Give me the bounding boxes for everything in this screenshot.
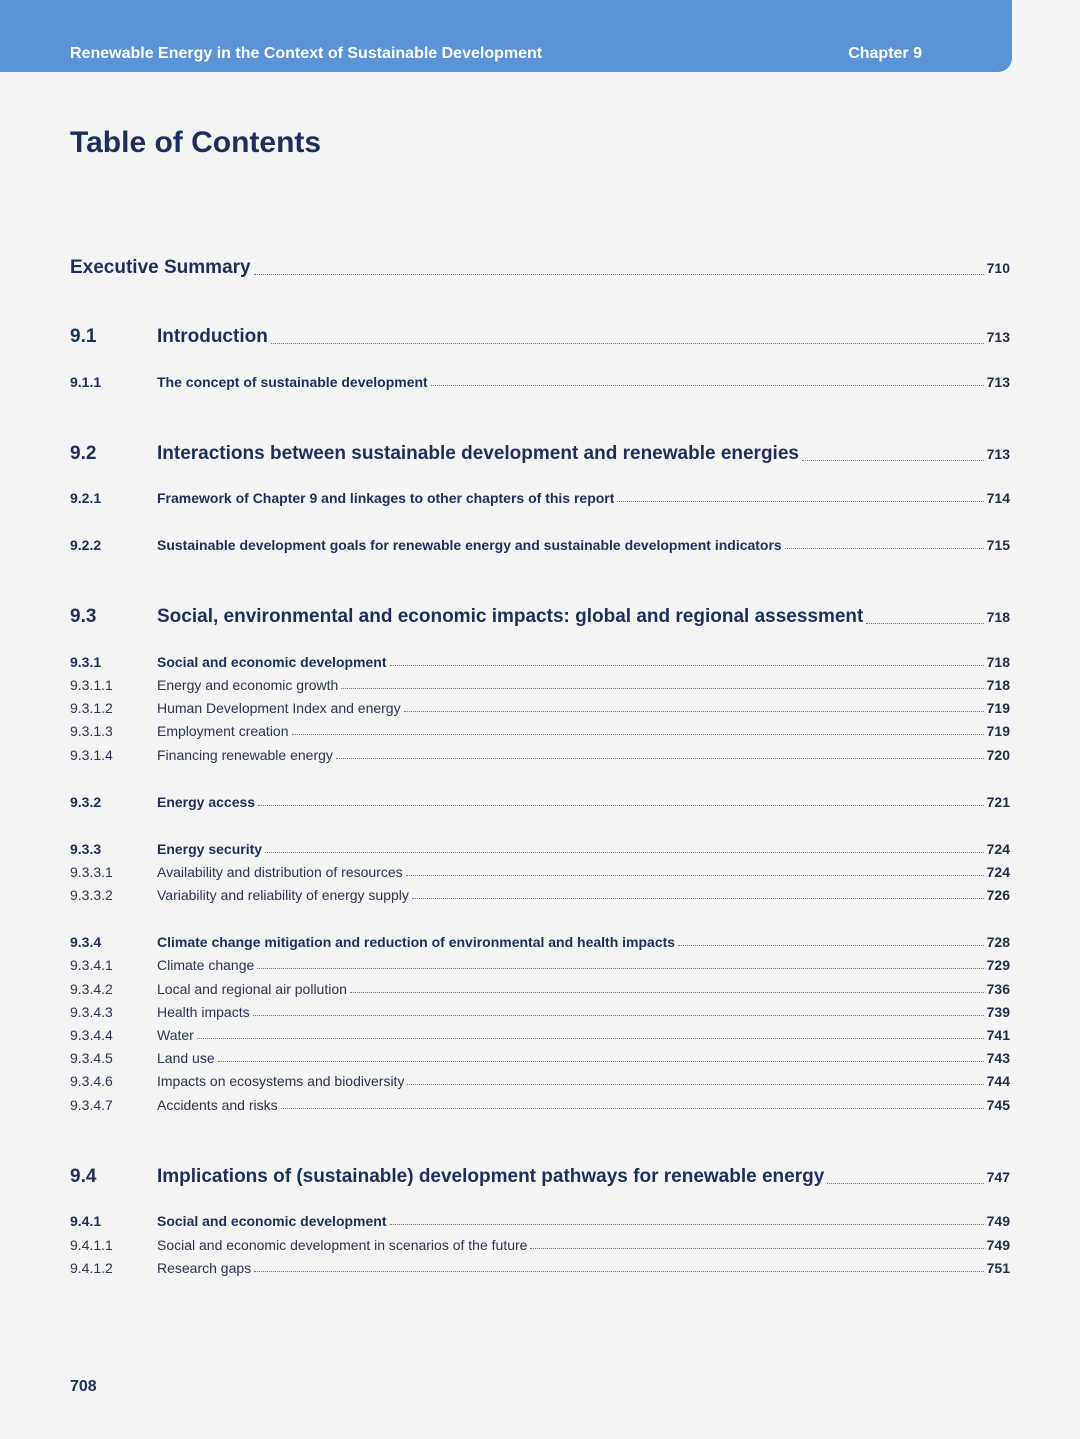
toc-entry — [70, 374, 1010, 390]
toc-entry-page: 739 — [986, 1004, 1010, 1020]
toc-entry — [70, 257, 1010, 279]
toc-entry-page: 719 — [986, 723, 1010, 739]
toc-entry — [70, 841, 1010, 857]
dot-leader — [257, 967, 983, 969]
dot-leader — [678, 944, 984, 946]
dot-leader — [292, 733, 984, 735]
toc-entry-page: 749 — [986, 1237, 1010, 1253]
toc-entry-page: 710 — [986, 260, 1010, 276]
toc-entry-number: 9.4 — [70, 1166, 97, 1187]
dot-leader — [785, 547, 984, 549]
dot-leader — [412, 897, 984, 899]
toc-entry-page: 713 — [986, 446, 1010, 462]
toc-entry-number: 9.4.1.2 — [70, 1260, 113, 1276]
dot-leader — [254, 1270, 983, 1272]
toc-entry-page: 724 — [986, 864, 1010, 880]
toc-entry — [70, 1073, 1010, 1089]
toc-entry-number: 9.3.4 — [70, 934, 102, 950]
dot-leader — [530, 1247, 983, 1249]
toc-entry-title: Financing renewable energy — [157, 747, 333, 763]
toc-entry — [70, 490, 1010, 506]
toc-entry — [70, 1050, 1010, 1066]
toc-entry-number: 9.1.1 — [70, 374, 102, 390]
page-title: Table of Contents — [70, 126, 322, 159]
dot-leader — [271, 342, 984, 344]
toc-entry-title: Energy and economic growth — [157, 677, 339, 693]
toc-entry-title: Climate change — [157, 957, 255, 973]
toc-entry-page: 741 — [986, 1027, 1010, 1043]
toc-entry — [70, 864, 1010, 880]
toc-entry-page: 713 — [986, 374, 1010, 390]
toc-entry-page: 745 — [986, 1097, 1010, 1113]
toc-entry-title: Local and regional air pollution — [157, 981, 347, 997]
dot-leader — [406, 874, 984, 876]
toc-entry — [70, 326, 1010, 348]
toc-entry-number: 9.3.2 — [70, 794, 102, 810]
dot-leader — [341, 687, 983, 689]
toc-entry-number: 9.3.4.3 — [70, 1004, 113, 1020]
page-number: 708 — [70, 1378, 97, 1395]
toc-entry-number: 9.3.1 — [70, 654, 102, 670]
toc-entry-number: 9.3.3.2 — [70, 887, 113, 903]
dot-leader — [218, 1060, 984, 1062]
toc-entry — [70, 1004, 1010, 1020]
toc-entry-page: 720 — [986, 747, 1010, 763]
toc-entry-title: Interactions between sustainable development and renewable energies — [157, 443, 799, 464]
toc-entry-number: 9.3.3.1 — [70, 864, 113, 880]
toc-entry — [70, 654, 1010, 670]
toc-entry-page: 728 — [986, 934, 1010, 950]
toc-entry-title: Health impacts — [157, 1004, 250, 1020]
toc-entry-number: 9.1 — [70, 326, 97, 347]
toc-entry-title: Human Development Index and energy — [157, 700, 401, 716]
dot-leader — [617, 500, 983, 502]
toc-entry-number: 9.3.1.1 — [70, 677, 113, 693]
toc-entry — [70, 794, 1010, 810]
toc-entry — [70, 957, 1010, 973]
toc-entry — [70, 723, 1010, 739]
dot-leader — [431, 384, 984, 386]
dot-leader — [265, 851, 984, 853]
toc-entry — [70, 700, 1010, 716]
toc-entry-title: Variability and reliability of energy supply — [157, 887, 409, 903]
toc-entry-title: Employment creation — [157, 723, 289, 739]
toc-entry-page: 719 — [986, 700, 1010, 716]
toc-entry-title: Sustainable development goals for renewable energy and sustainable development indicators — [157, 537, 782, 553]
toc-entry-number: 9.2 — [70, 443, 97, 464]
dot-leader — [197, 1037, 984, 1039]
toc-entry-title: Land use — [157, 1050, 215, 1066]
toc-entry-page: 715 — [986, 537, 1010, 553]
dot-leader — [802, 459, 984, 461]
toc-entry — [70, 887, 1010, 903]
toc-entry-page: 744 — [986, 1073, 1010, 1089]
running-header-chapter: Chapter 9 — [848, 45, 922, 62]
toc-entry — [70, 677, 1010, 693]
toc-entry-page: 713 — [986, 329, 1010, 345]
toc-entry-page: 729 — [986, 957, 1010, 973]
toc-entry-title: Social and economic development — [157, 654, 387, 670]
dot-leader — [254, 273, 984, 275]
toc-entry-number: 9.2.1 — [70, 490, 102, 506]
dot-leader — [827, 1182, 983, 1184]
toc-entry-number: 9.3.4.1 — [70, 957, 113, 973]
toc-entry-title: Energy access — [157, 794, 256, 810]
toc-entry-title: Availability and distribution of resources — [157, 864, 403, 880]
toc-entry-page: 751 — [986, 1260, 1010, 1276]
toc-entry-number: 9.4.1.1 — [70, 1237, 113, 1253]
dot-leader — [407, 1083, 983, 1085]
toc-entry-title: Executive Summary — [70, 257, 251, 278]
toc-entry-number: 9.3.3 — [70, 841, 102, 857]
toc-entry-page: 718 — [986, 677, 1010, 693]
toc-entry — [70, 1097, 1010, 1113]
dot-leader — [258, 804, 984, 806]
toc-entry-page: 747 — [986, 1169, 1010, 1185]
dot-leader — [390, 1223, 984, 1225]
toc-entry-number: 9.2.2 — [70, 537, 102, 553]
toc-entry-number: 9.3.4.7 — [70, 1097, 113, 1113]
toc-entry-page: 721 — [986, 794, 1010, 810]
toc-entry — [70, 1027, 1010, 1043]
toc-entry-number: 9.3.4.5 — [70, 1050, 113, 1066]
toc-entry-title: Impacts on ecosystems and biodiversity — [157, 1073, 405, 1089]
toc-entry-page: 718 — [986, 654, 1010, 670]
toc-entry-page: 736 — [986, 981, 1010, 997]
toc-entry-title: Accidents and risks — [157, 1097, 278, 1113]
running-header-title: Renewable Energy in the Context of Sustainable Development — [70, 45, 543, 62]
toc-entry-number: 9.3.1.2 — [70, 700, 113, 716]
toc-entry-number: 9.4.1 — [70, 1213, 102, 1229]
toc-entry-title: Energy security — [157, 841, 263, 857]
toc-entry-number: 9.3.1.3 — [70, 723, 113, 739]
toc-entry — [70, 537, 1010, 553]
toc-entry-title: Framework of Chapter 9 and linkages to other chapters of this report — [157, 490, 615, 506]
toc-entry-title: Water — [157, 1027, 194, 1043]
toc-entry — [70, 1237, 1010, 1253]
toc-entry-title: Introduction — [157, 326, 268, 347]
toc-entry-number: 9.3.4.4 — [70, 1027, 113, 1043]
toc-entry-title: The concept of sustainable development — [157, 374, 428, 390]
toc-entry-number: 9.3.4.6 — [70, 1073, 113, 1089]
dot-leader — [390, 664, 984, 666]
toc-entry — [70, 443, 1010, 465]
toc-entry — [70, 1260, 1010, 1276]
toc-entry-title: Social and economic development in scenarios of the future — [157, 1237, 528, 1253]
toc-entry-page: 714 — [986, 490, 1010, 506]
toc-entry-title: Social and economic development — [157, 1213, 387, 1229]
toc-entry-page: 749 — [986, 1213, 1010, 1229]
dot-leader — [350, 991, 984, 993]
toc-entry-page: 743 — [986, 1050, 1010, 1066]
dot-leader — [336, 757, 984, 759]
toc-entry — [70, 747, 1010, 763]
toc-entry-number: 9.3 — [70, 606, 97, 627]
toc-entry — [70, 981, 1010, 997]
toc-entry-title: Social, environmental and economic impacts: global and regional assessment — [157, 606, 864, 627]
toc-entry-page: 724 — [986, 841, 1010, 857]
dot-leader — [404, 710, 984, 712]
dot-leader — [281, 1107, 984, 1109]
toc-entry-number: 9.3.1.4 — [70, 747, 113, 763]
toc-entry-page: 718 — [986, 609, 1010, 625]
toc-entry — [70, 934, 1010, 950]
toc-entry-title: Implications of (sustainable) development pathways for renewable energy — [157, 1166, 825, 1187]
toc-entry — [70, 1166, 1010, 1188]
toc-entry — [70, 1213, 1010, 1229]
toc-entry-title: Research gaps — [157, 1260, 252, 1276]
toc-entry-page: 726 — [986, 887, 1010, 903]
toc-entry — [70, 606, 1010, 628]
toc-entry-title: Climate change mitigation and reduction of environmental and health impacts — [157, 934, 676, 950]
dot-leader — [866, 622, 983, 624]
dot-leader — [253, 1014, 984, 1016]
toc-entry-number: 9.3.4.2 — [70, 981, 113, 997]
